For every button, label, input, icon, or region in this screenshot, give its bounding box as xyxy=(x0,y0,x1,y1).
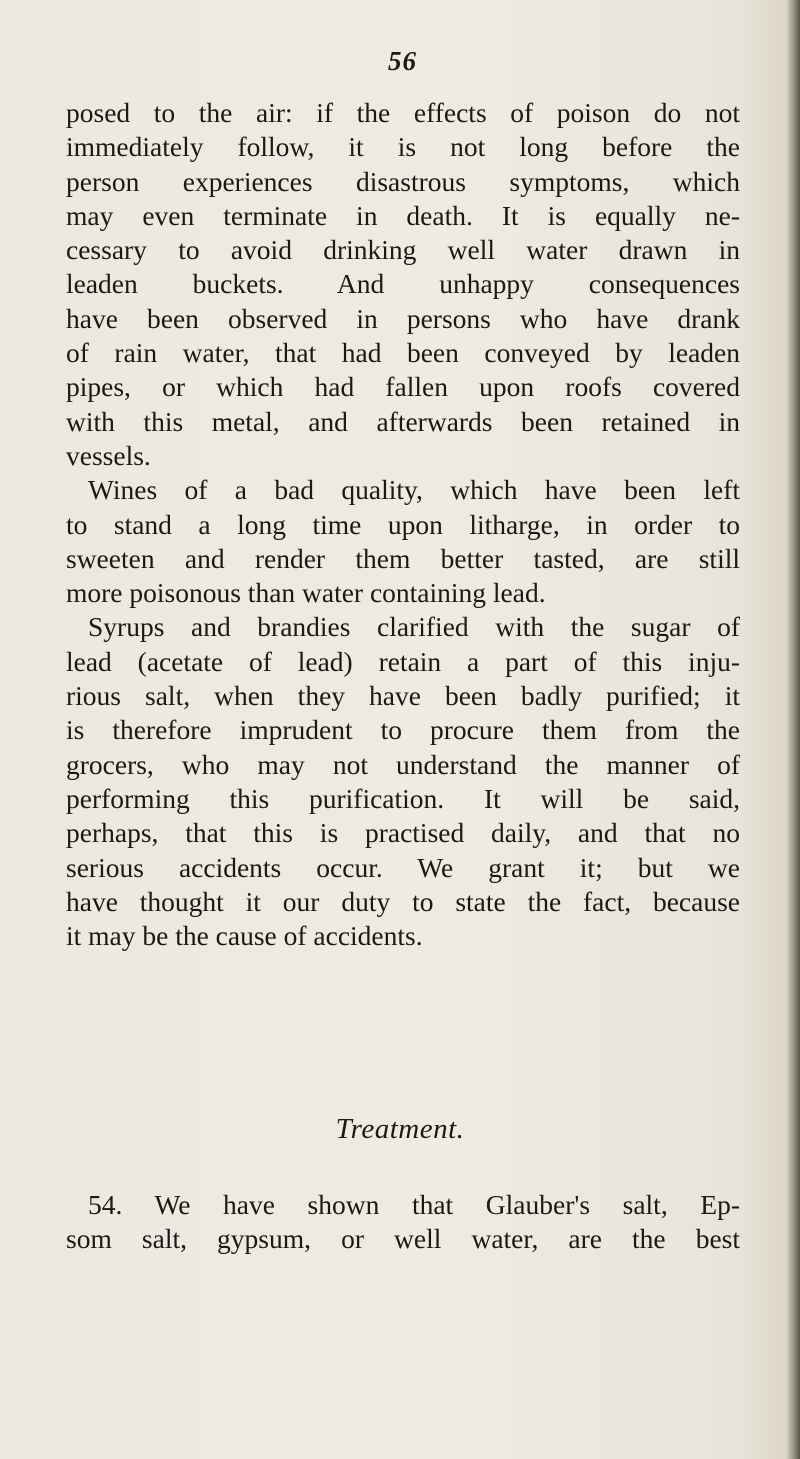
text-line: grocers, who may not understand the manner of xyxy=(66,748,740,780)
text-line: 54. We have shown that Glauber's salt, Ep- xyxy=(88,1189,740,1220)
paragraph-3 xyxy=(66,610,740,953)
text-line: it may be the cause of accidents. xyxy=(66,920,423,952)
text-line: sweeten and render them better tasted, are still xyxy=(66,542,740,574)
text-line: more poisonous than water containing lead. xyxy=(66,577,546,609)
page-number: 56 xyxy=(388,46,417,76)
text-line: immediately follow, it is not long before the xyxy=(66,131,740,163)
text-line: rious salt, when they have been badly purified; it xyxy=(66,680,740,712)
text-line: leaden buckets. And unhappy consequences xyxy=(66,268,740,300)
text-line: have thought it our duty to state the fact, because xyxy=(66,885,740,917)
paragraph-1 xyxy=(66,96,740,473)
section-heading: Treatment. xyxy=(335,1113,465,1145)
text-line: with this metal, and afterwards been retained in xyxy=(66,405,740,437)
body-text xyxy=(66,96,740,953)
text-line: posed to the air: if the effects of poison do not xyxy=(66,97,740,128)
text-line: have been observed in persons who have drank xyxy=(66,302,740,334)
text-line: pipes, or which had fallen upon roofs covered xyxy=(66,371,740,403)
text-line: perhaps, that this is practised daily, and that no xyxy=(66,817,740,849)
paragraph-2 xyxy=(66,473,740,610)
text-line: of rain water, that had been conveyed by leaden xyxy=(66,337,740,369)
page-edge-shadow xyxy=(786,0,800,1459)
text-line: cessary to avoid drinking well water drawn in xyxy=(66,234,740,266)
text-line: to stand a long time upon litharge, in order to xyxy=(66,508,740,540)
text-line: vessels. xyxy=(66,439,151,471)
paragraph-4 xyxy=(66,1188,740,1257)
text-line: som salt, gypsum, or well water, are the best xyxy=(66,1223,740,1255)
text-line: performing this purification. It will be said, xyxy=(66,782,740,814)
text-line: person experiences disastrous symptoms, which xyxy=(66,165,740,197)
text-line: serious accidents occur. We grant it; but we xyxy=(66,851,740,883)
text-line: Syrups and brandies clarified with the sugar of xyxy=(88,611,740,643)
text-line: Wines of a bad quality, which have been left xyxy=(88,474,740,506)
text-line: lead (acetate of lead) retain a part of this inju- xyxy=(66,645,740,677)
text-line: may even terminate in death. It is equally ne- xyxy=(66,199,740,231)
text-line: is therefore imprudent to procure them from the xyxy=(66,714,740,746)
